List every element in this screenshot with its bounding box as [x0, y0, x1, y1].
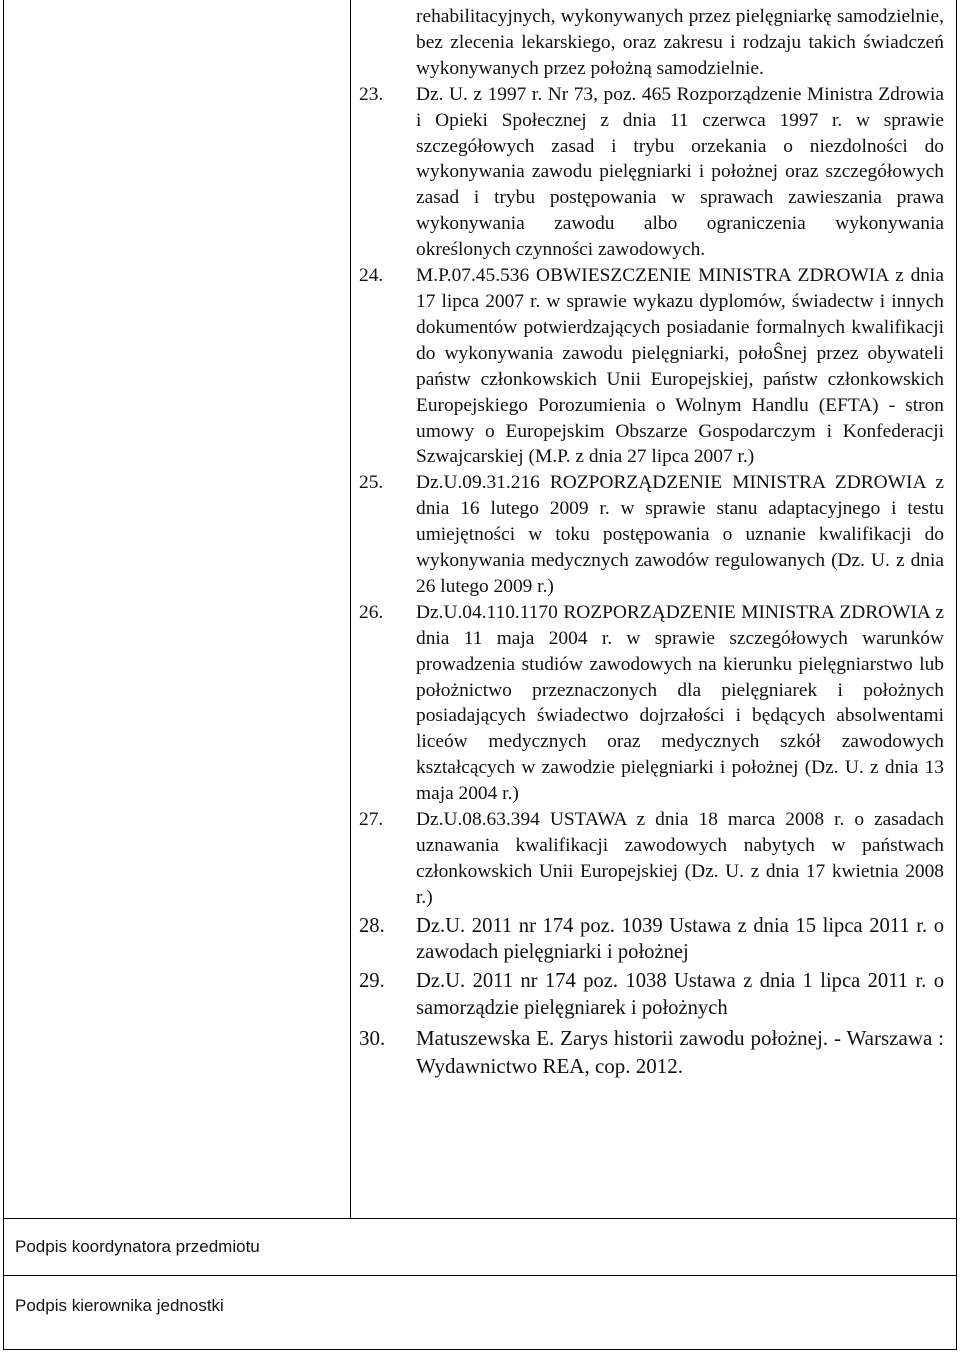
- reference-text: rehabilitacyjnych, wykonywanych przez pielęgniarkę samodzielnie, bez zlecenia lekarskiego, oraz zakresu i rodzaju takich świadczeń wykonywanych przez położną samodzielnie.: [416, 6, 944, 79]
- column-divider: [350, 0, 351, 1218]
- reference-item-30: [359, 1025, 944, 1080]
- reference-number: 26.: [359, 601, 384, 623]
- head-signature-label: Podpis kierownika jednostki: [15, 1296, 224, 1315]
- reference-item-26: [359, 600, 944, 807]
- table-border-right: [956, 0, 957, 1350]
- reference-text: Dz. U. z 1997 r. Nr 73, poz. 465 Rozporządzenie Ministra Zdrowia i Opieki Społecznej z dnia 11 czerwca 1997 r. w sprawie szczegółowych zasad i trybu orzekania o niezdolności do wykonywania zawodu pielęgniarki i położnej oraz szczegółowych zasad i trybu postępowania w sprawach zawieszania prawa wykonywania zawodu albo ograniczenia wykonywania określonych czynności zawodowych.: [416, 83, 944, 261]
- reference-item-24: [359, 263, 944, 470]
- reference-number: 25.: [359, 472, 384, 494]
- table-border-left: [3, 0, 4, 1350]
- reference-number: 23.: [359, 83, 384, 105]
- reference-item-28: [359, 913, 944, 966]
- reference-continuation: [359, 4, 944, 82]
- reference-number: 24.: [359, 265, 384, 287]
- reference-text: M.P.07.45.536 OBWIESZCZENIE MINISTRA ZDROWIA z dnia 17 lipca 2007 r. w sprawie wykazu dyplomów, świadectw i innych dokumentów potwierdzających posiadanie formalnych kwalifikacji do wykonywania zawodu pielęgniarki, połoŜnej przez obywateli państw członkowskich Unii Europejskiej, państw członkowskich Europejskiego Porozumienia o Wolnym Handlu (EFTA) - stron umowy o Europejskim Obszarze Gospodarczym i Konfederacji Szwajcarskiej (M.P. z dnia 27 lipca 2007 r.): [416, 265, 944, 468]
- reference-item-25: [359, 470, 944, 600]
- reference-text: Dz.U.08.63.394 USTAWA z dnia 18 marca 2008 r. o zasadach uznawania kwalifikacji zawodowych nabytych w państwach członkowskich Unii Europejskiej (Dz. U. z dnia 17 kwietnia 2008 r.): [416, 809, 944, 908]
- table-border-bottom: [3, 1349, 957, 1350]
- coordinator-signature-label: Podpis koordynatora przedmiotu: [15, 1237, 260, 1256]
- signature-row-top: [3, 1218, 957, 1219]
- reference-number: 30.: [359, 1026, 386, 1051]
- reference-item-29: [359, 968, 944, 1021]
- reference-number: 28.: [359, 914, 385, 937]
- reference-item-23: [359, 82, 944, 263]
- reference-number: 29.: [359, 969, 385, 992]
- reference-number: 27.: [359, 809, 384, 831]
- signature-row-middle: [3, 1275, 957, 1276]
- reference-text: Matuszewska E. Zarys historii zawodu położnej. - Warszawa : Wydawnictwo REA, cop. 2012.: [416, 1026, 944, 1078]
- reference-text: Dz.U. 2011 nr 174 poz. 1039 Ustawa z dnia 15 lipca 2011 r. o zawodach pielęgniarki i położnej: [416, 914, 944, 964]
- reference-item-27: [359, 807, 944, 911]
- reference-text: Dz.U.09.31.216 ROZPORZĄDZENIE MINISTRA ZDROWIA z dnia 16 lutego 2009 r. w sprawie stanu adaptacyjnego i testu umiejętności w toku postępowania o uznanie kwalifikacji do wykonywania medycznych zawodów regulowanych (Dz. U. z dnia 26 lutego 2009 r.): [416, 472, 944, 597]
- reference-text: Dz.U. 2011 nr 174 poz. 1038 Ustawa z dnia 1 lipca 2011 r. o samorządzie pielęgniarek i położnych: [416, 969, 944, 1019]
- references-list: [359, 4, 944, 1080]
- reference-text: Dz.U.04.110.1170 ROZPORZĄDZENIE MINISTRA ZDROWIA z dnia 11 maja 2004 r. w sprawie szczegółowych warunków prowadzenia studiów zawodowych na kierunku pielęgniarstwo lub położnictwo przeznaczonych dla pielęgniarek i położnych posiadających świadectwo dojrzałości i będących absolwentami liceów medycznych oraz medycznych szkół zawodowych kształcących w zawodzie pielęgniarki i położnej (Dz. U. z dnia 13 maja 2004 r.): [416, 601, 944, 805]
